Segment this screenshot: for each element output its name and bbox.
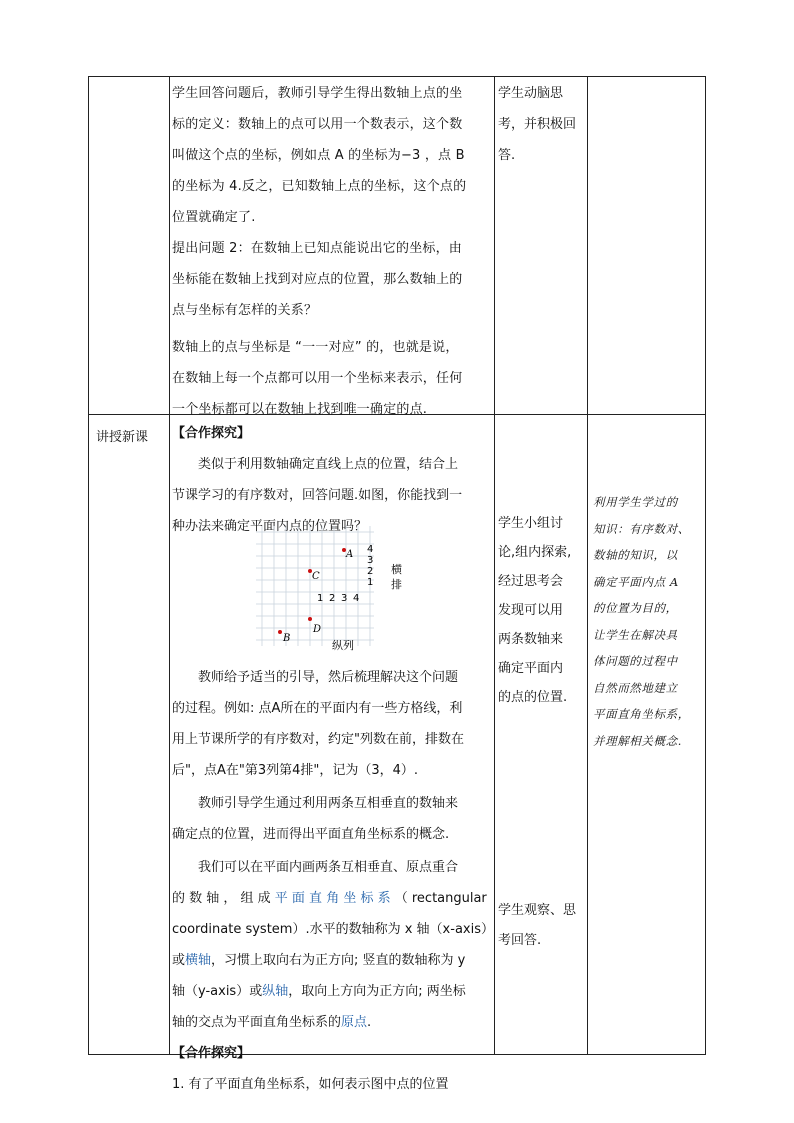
text-line: 在数轴上每一个点都可以用一个坐标来表示，任何 <box>172 371 463 386</box>
term-coordinate-system: 平 面 直 角 坐 标 系 <box>274 891 391 906</box>
text-line: 的位置为目的， <box>593 601 678 615</box>
text-line: 学生动脑思 <box>498 86 564 101</box>
text-line: 数轴的知识，以 <box>593 548 678 562</box>
text-span: 或 <box>172 953 186 968</box>
text-line: 利用学生学过的 <box>593 495 678 509</box>
text-span: ，取向上方向为正方向; 两坐标 <box>288 984 466 999</box>
row-label: 排 <box>391 578 402 591</box>
text-line: 并理解相关概念. <box>593 733 682 748</box>
text-line: 叫做这个点的坐标，例如点 A 的坐标为−3 ，点 B <box>172 148 465 163</box>
text-line: 的坐标为 4.反之，已知数轴上点的坐标，这个点的 <box>172 179 467 194</box>
row2-student-activity-1 <box>498 509 586 712</box>
point-D <box>308 617 312 621</box>
design-intent-note <box>593 489 701 754</box>
table-col-divider-3 <box>587 77 588 1054</box>
text-line <box>172 1007 488 1038</box>
row1-content <box>172 78 488 425</box>
text-span: . <box>367 1015 372 1030</box>
text-line: 答. <box>498 148 516 163</box>
table-col-divider-2 <box>494 77 495 1054</box>
text-line: 数轴上的点与坐标是 “一一对应” 的，也就是说， <box>172 340 459 355</box>
row-number: 4 <box>367 544 374 555</box>
point-label-A: A <box>346 549 354 560</box>
text-line: 的点的位置. <box>498 690 568 705</box>
text-line: 知识：有序数对、 <box>593 521 690 536</box>
row2-body <box>172 662 494 1100</box>
text-line: 用上节课所学的有序数对，约定"列数在前，排数在 <box>172 732 464 747</box>
text-line: 后"，点A在"第3列第4排"，记为（3，4）. <box>172 763 419 778</box>
text-line: 提出问题 2：在数轴上已知点能说出它的坐标，由 <box>172 241 463 256</box>
section-heading: 【合作探究】 <box>172 426 251 441</box>
point-B <box>278 630 282 634</box>
text-span: 轴的交点为平面直角坐标系的 <box>172 1015 342 1030</box>
col-number: 4 <box>353 593 360 604</box>
text-line: 类似于利用数轴确定直线上点的位置，结合上 <box>198 457 459 472</box>
text-line: 让学生在解决具 <box>593 627 678 642</box>
text-line: 发现可以用 <box>498 603 564 618</box>
row-number: 2 <box>367 566 374 577</box>
text-line: 学生小组讨 <box>498 516 564 531</box>
text-line: 坐标能在数轴上找到对应点的位置，那么数轴上的 <box>172 272 463 287</box>
text-line: 考，并积极回 <box>498 117 577 132</box>
text-line: 标的定义：数轴上的点可以用一个数表示，这个数 <box>172 117 463 132</box>
text-line: 经过思考会 <box>498 574 564 589</box>
text-line: 确定平面内 <box>498 661 564 676</box>
text-line: 体问题的过程中 <box>593 654 678 668</box>
section-label: 讲授新课 <box>96 430 149 445</box>
point-label-B: B <box>283 633 291 644</box>
text-line: 教师引导学生通过利用两条互相垂直的数轴来 <box>198 796 459 811</box>
text-span: （ rectangular <box>390 891 487 906</box>
term-horizontal-axis: 横轴 <box>185 953 212 968</box>
row2-student-activity-2 <box>498 896 586 956</box>
term-origin: 原点 <box>341 1015 368 1030</box>
text-line: 1. 有了平面直角坐标系，如何表示图中点的位置 <box>172 1077 449 1092</box>
text-line: 种办法来确定平面内点的位置吗？ <box>172 519 368 534</box>
text-line: 我们可以在平面内画两条互相垂直、原点重合 <box>198 860 459 875</box>
text-line <box>172 976 488 1007</box>
text-line: 节课学习的有序数对，回答问题.如图，你能找到一 <box>172 488 463 503</box>
table-col-divider-1 <box>169 77 170 1054</box>
col-number: 2 <box>329 593 336 604</box>
text-line: 论,组内探索, <box>498 545 572 560</box>
section-heading: 【合作探究】 <box>172 1046 251 1061</box>
column-label: 纵列 <box>332 639 354 652</box>
point-label-C: C <box>312 571 320 582</box>
col-number: 3 <box>341 593 348 604</box>
text-line: 位置就确定了. <box>172 210 256 225</box>
text-line: 自然而然地建立 <box>593 680 678 695</box>
row-number: 1 <box>367 577 374 588</box>
text-line: 平面直角坐标系， <box>593 707 690 721</box>
text-span: 轴（y-axis）或 <box>172 984 263 999</box>
row2-intro <box>172 418 488 542</box>
text-span: 的 数 轴 ， 组 成 <box>172 891 275 906</box>
point-label-D: D <box>313 624 322 635</box>
term-vertical-axis: 纵轴 <box>262 984 289 999</box>
text-line: coordinate system）.水平的数轴称为 x 轴（x-axis） <box>172 922 494 937</box>
text-line: 两条数轴来 <box>498 632 564 647</box>
text-span: ，习惯上取向右为正方向; 竖直的数轴称为 y <box>211 953 466 968</box>
row-label: 横 <box>391 563 402 576</box>
col-number: 1 <box>317 593 324 604</box>
text-line: 确定点的位置，进而得出平面直角坐标系的概念. <box>172 827 450 842</box>
text-line: 的过程。例如: 点A所在的平面内有一些方格线，利 <box>172 701 463 716</box>
text-line: 一个坐标都可以在数轴上找到唯一确定的点. <box>172 402 428 417</box>
text-line: 学生观察、思 <box>498 903 577 918</box>
text-line: 教师给予适当的引导，然后梳理解决这个问题 <box>198 670 459 685</box>
row1-student-activity <box>498 78 586 171</box>
text-line: 考回答. <box>498 933 542 948</box>
row-number: 3 <box>367 555 374 566</box>
text-line: 点与坐标有怎样的关系？ <box>172 303 318 318</box>
text-line <box>172 883 488 914</box>
text-line <box>172 945 488 976</box>
text-line: 确定平面内点 A <box>593 574 679 589</box>
grid-figure <box>256 526 416 656</box>
text-line: 学生回答问题后，教师引导学生得出数轴上点的坐 <box>172 86 463 101</box>
